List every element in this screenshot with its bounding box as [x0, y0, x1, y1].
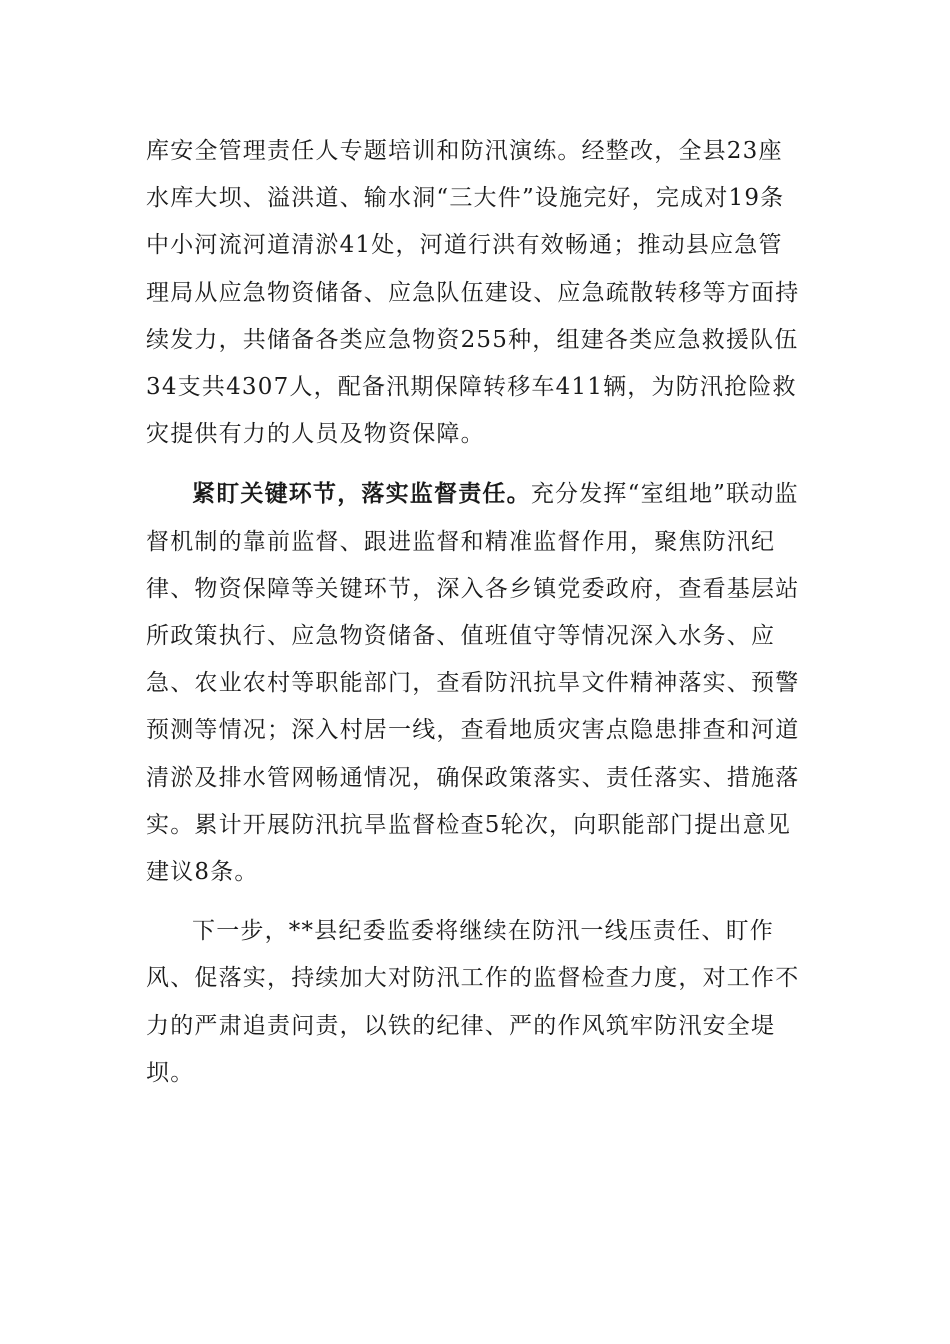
paragraph-lead-heading: 紧盯关键环节，落实监督责任。: [192, 480, 531, 508]
paragraph-text: 下一步，**县纪委监委将继续在防汛一线压责任、盯作风、促落实，持续加大对防汛工作的监督检查力度，对工作不力的严肃追责问责，以铁的纪律、严的作风筑牢防汛安全堤坝。: [146, 918, 800, 1086]
paragraph-next-steps: [146, 908, 806, 1097]
paragraph-supervision: [146, 470, 806, 896]
paragraph-text: 充分发挥“室组地”联动监督机制的靠前监督、跟进监督和精准监督作用，聚焦防汛纪律、物资保障等关键环节，深入各乡镇党委政府，查看基层站所政策执行、应急物资储备、值班值守等情况深入水务、应急、农业农村等职能部门，查看防汛抗旱文件精神落实、预警预测等情况；深入村居一线，查看地质灾害点隐患排查和河道清淤及排水管网畅通情况，确保政策落实、责任落实、措施落实。累计开展防汛抗旱监督检查5轮次，向职能部门提出意见建议8条。: [146, 481, 800, 886]
document-body: [146, 128, 806, 1097]
paragraph-text: 库安全管理责任人专题培训和防汛演练。经整改，全县23座水库大坝、溢洪道、输水洞“三大件”设施完好，完成对19条中小河流河道清淤41处，河道行洪有效畅通；推动县应急管理局从应急物资储备、应急队伍建设、应急疏散转移等方面持续发力，共储备各类应急物资255种，组建各类应急救援队伍34支共4307人，配备汛期保障转移车411辆，为防汛抢险救灾提供有力的人员及物资保障。: [146, 138, 800, 448]
paragraph-continued: [146, 128, 806, 458]
